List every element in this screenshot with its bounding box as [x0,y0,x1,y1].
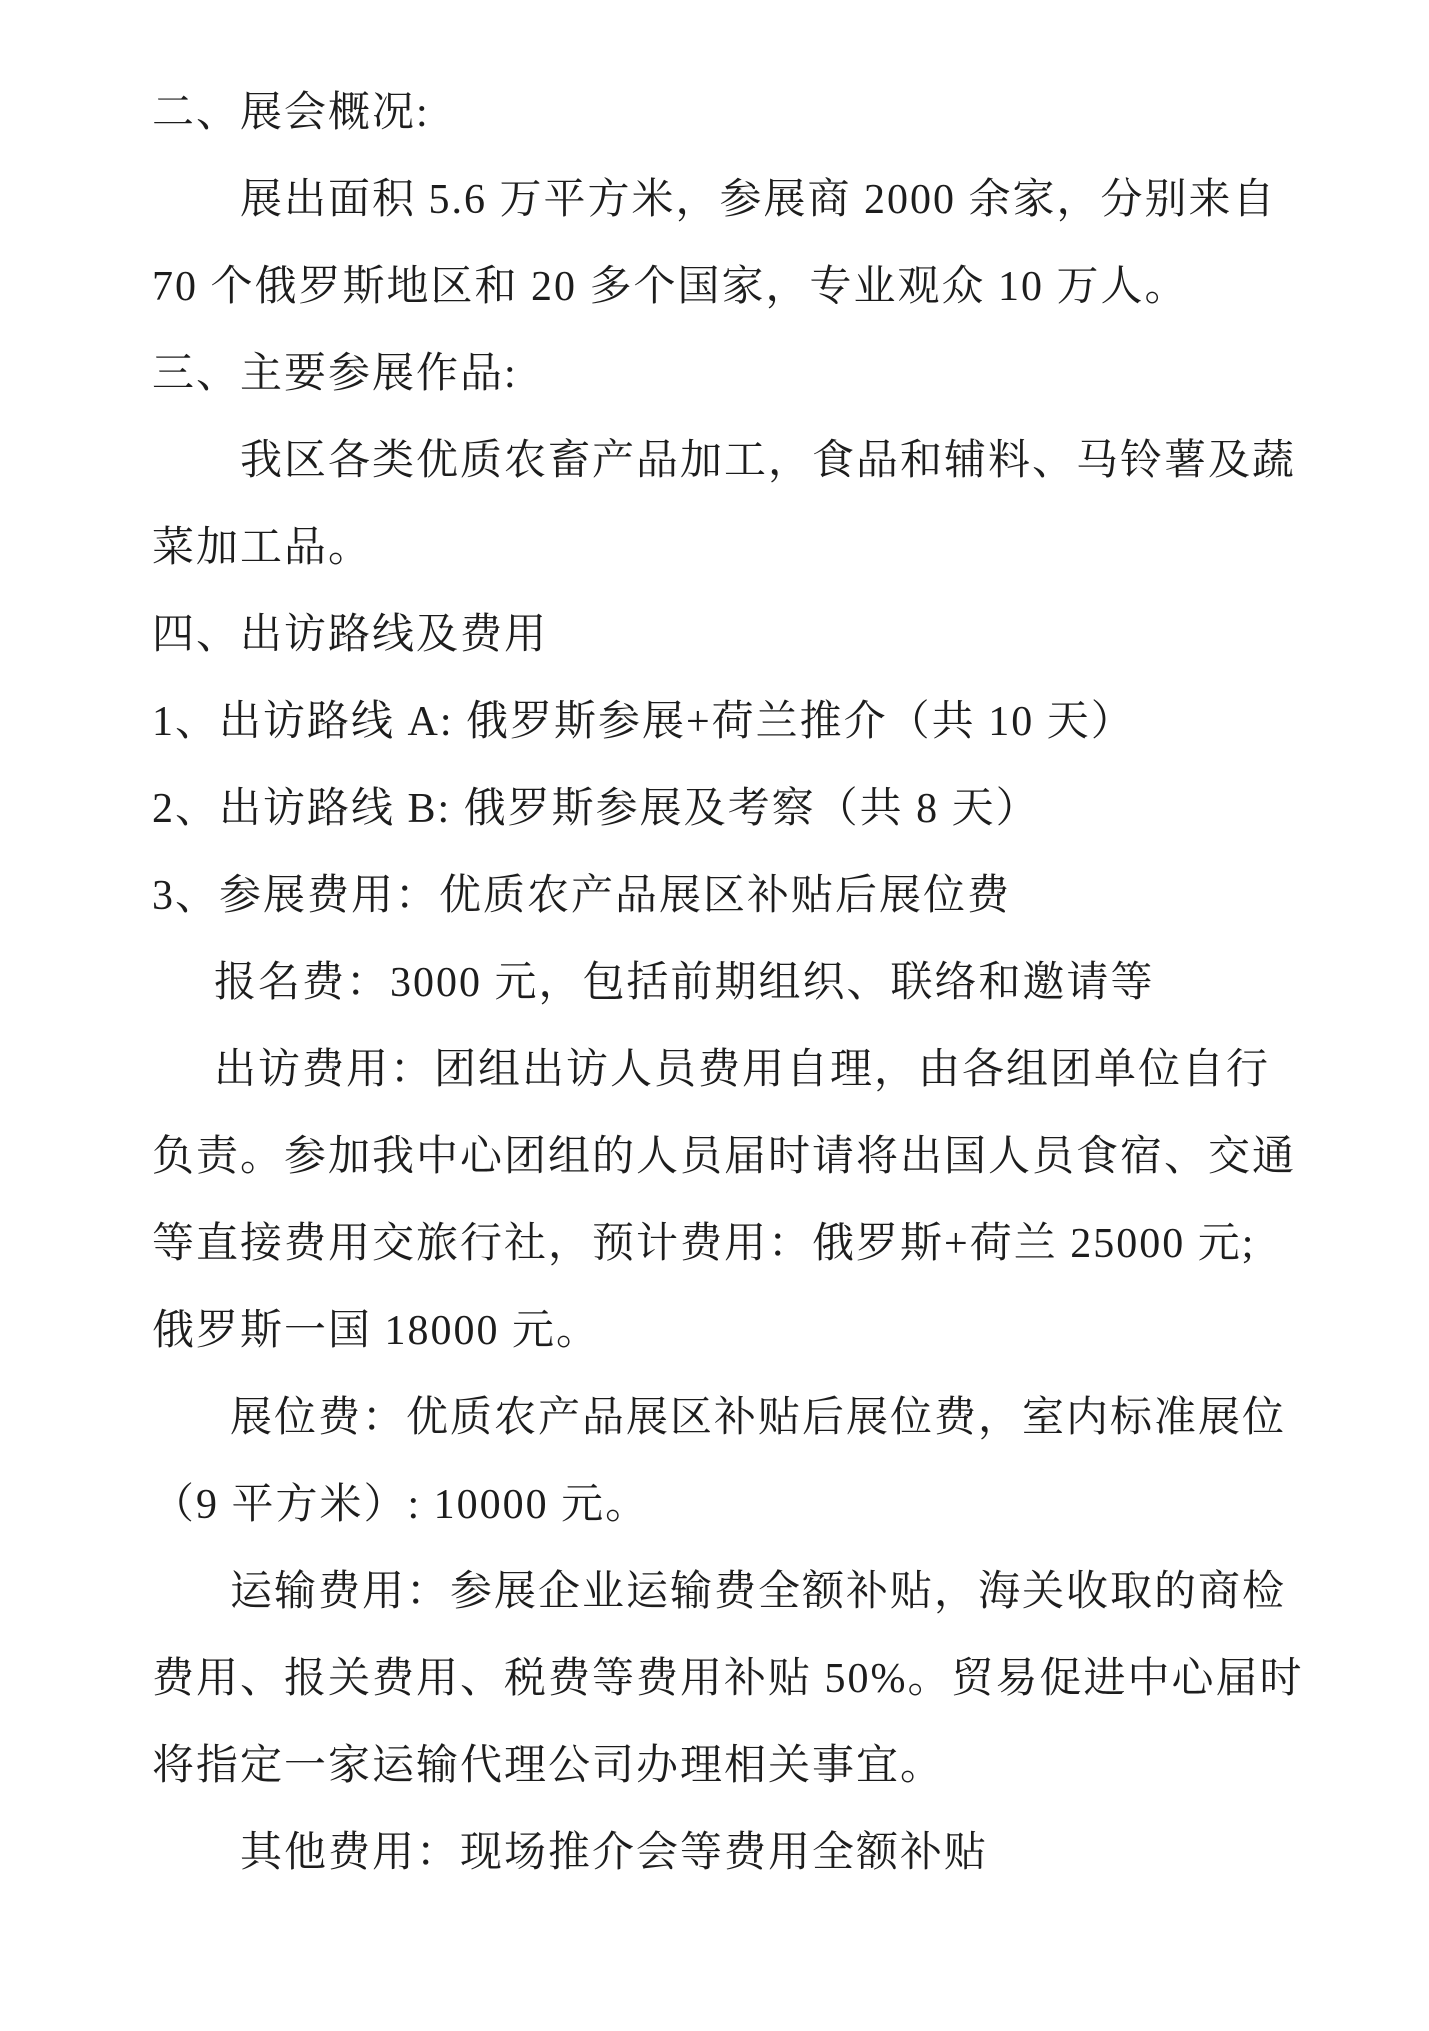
overview-line-2: 70 个俄罗斯地区和 20 多个国家，专业观众 10 万人。 [152,264,1189,310]
registration-fee-line: 报名费：3000 元，包括前期组织、联络和邀请等 [214,960,1155,1006]
transport-fee-line-3: 将指定一家运输代理公司办理相关事宜。 [152,1743,945,1789]
visit-cost-line-4: 俄罗斯一国 18000 元。 [152,1308,601,1354]
heading-exhibition-overview: 二、展会概况: [152,90,430,136]
booth-fee-line-2: （9 平方米）: 10000 元。 [152,1482,650,1528]
heading-routes-and-costs: 四、出访路线及费用 [152,612,549,658]
exhibits-line-1: 我区各类优质农畜产品加工，食品和辅料、马铃薯及蔬 [240,438,1297,484]
item-route-a: 1、出访路线 A: 俄罗斯参展+荷兰推介（共 10 天） [152,699,1135,745]
item-participation-fee: 3、参展费用：优质农产品展区补贴后展位费 [152,873,1012,919]
transport-fee-line-1: 运输费用：参展企业运输费全额补贴，海关收取的商检 [230,1569,1287,1615]
item-route-b: 2、出访路线 B: 俄罗斯参展及考察（共 8 天） [152,786,1040,832]
overview-line-1: 展出面积 5.6 万平方米，参展商 2000 余家，分别来自 [240,177,1277,223]
heading-main-exhibits: 三、主要参展作品: [152,351,518,397]
transport-fee-line-2: 费用、报关费用、税费等费用补贴 50%。贸易促进中心届时 [152,1656,1304,1702]
visit-cost-line-3: 等直接费用交旅行社，预计费用：俄罗斯+荷兰 25000 元; [152,1221,1256,1267]
visit-cost-line-2: 负责。参加我中心团组的人员届时请将出国人员食宿、交通 [152,1134,1297,1180]
visit-cost-line-1: 出访费用：团组出访人员费用自理，由各组团单位自行 [214,1047,1271,1093]
booth-fee-line-1: 展位费：优质农产品展区补贴后展位费，室内标准展位 [230,1395,1287,1441]
other-fee-line: 其他费用：现场推介会等费用全额补贴 [240,1830,989,1876]
document-text-block [152,0,1402,1897]
exhibits-line-2: 菜加工品。 [152,525,373,571]
